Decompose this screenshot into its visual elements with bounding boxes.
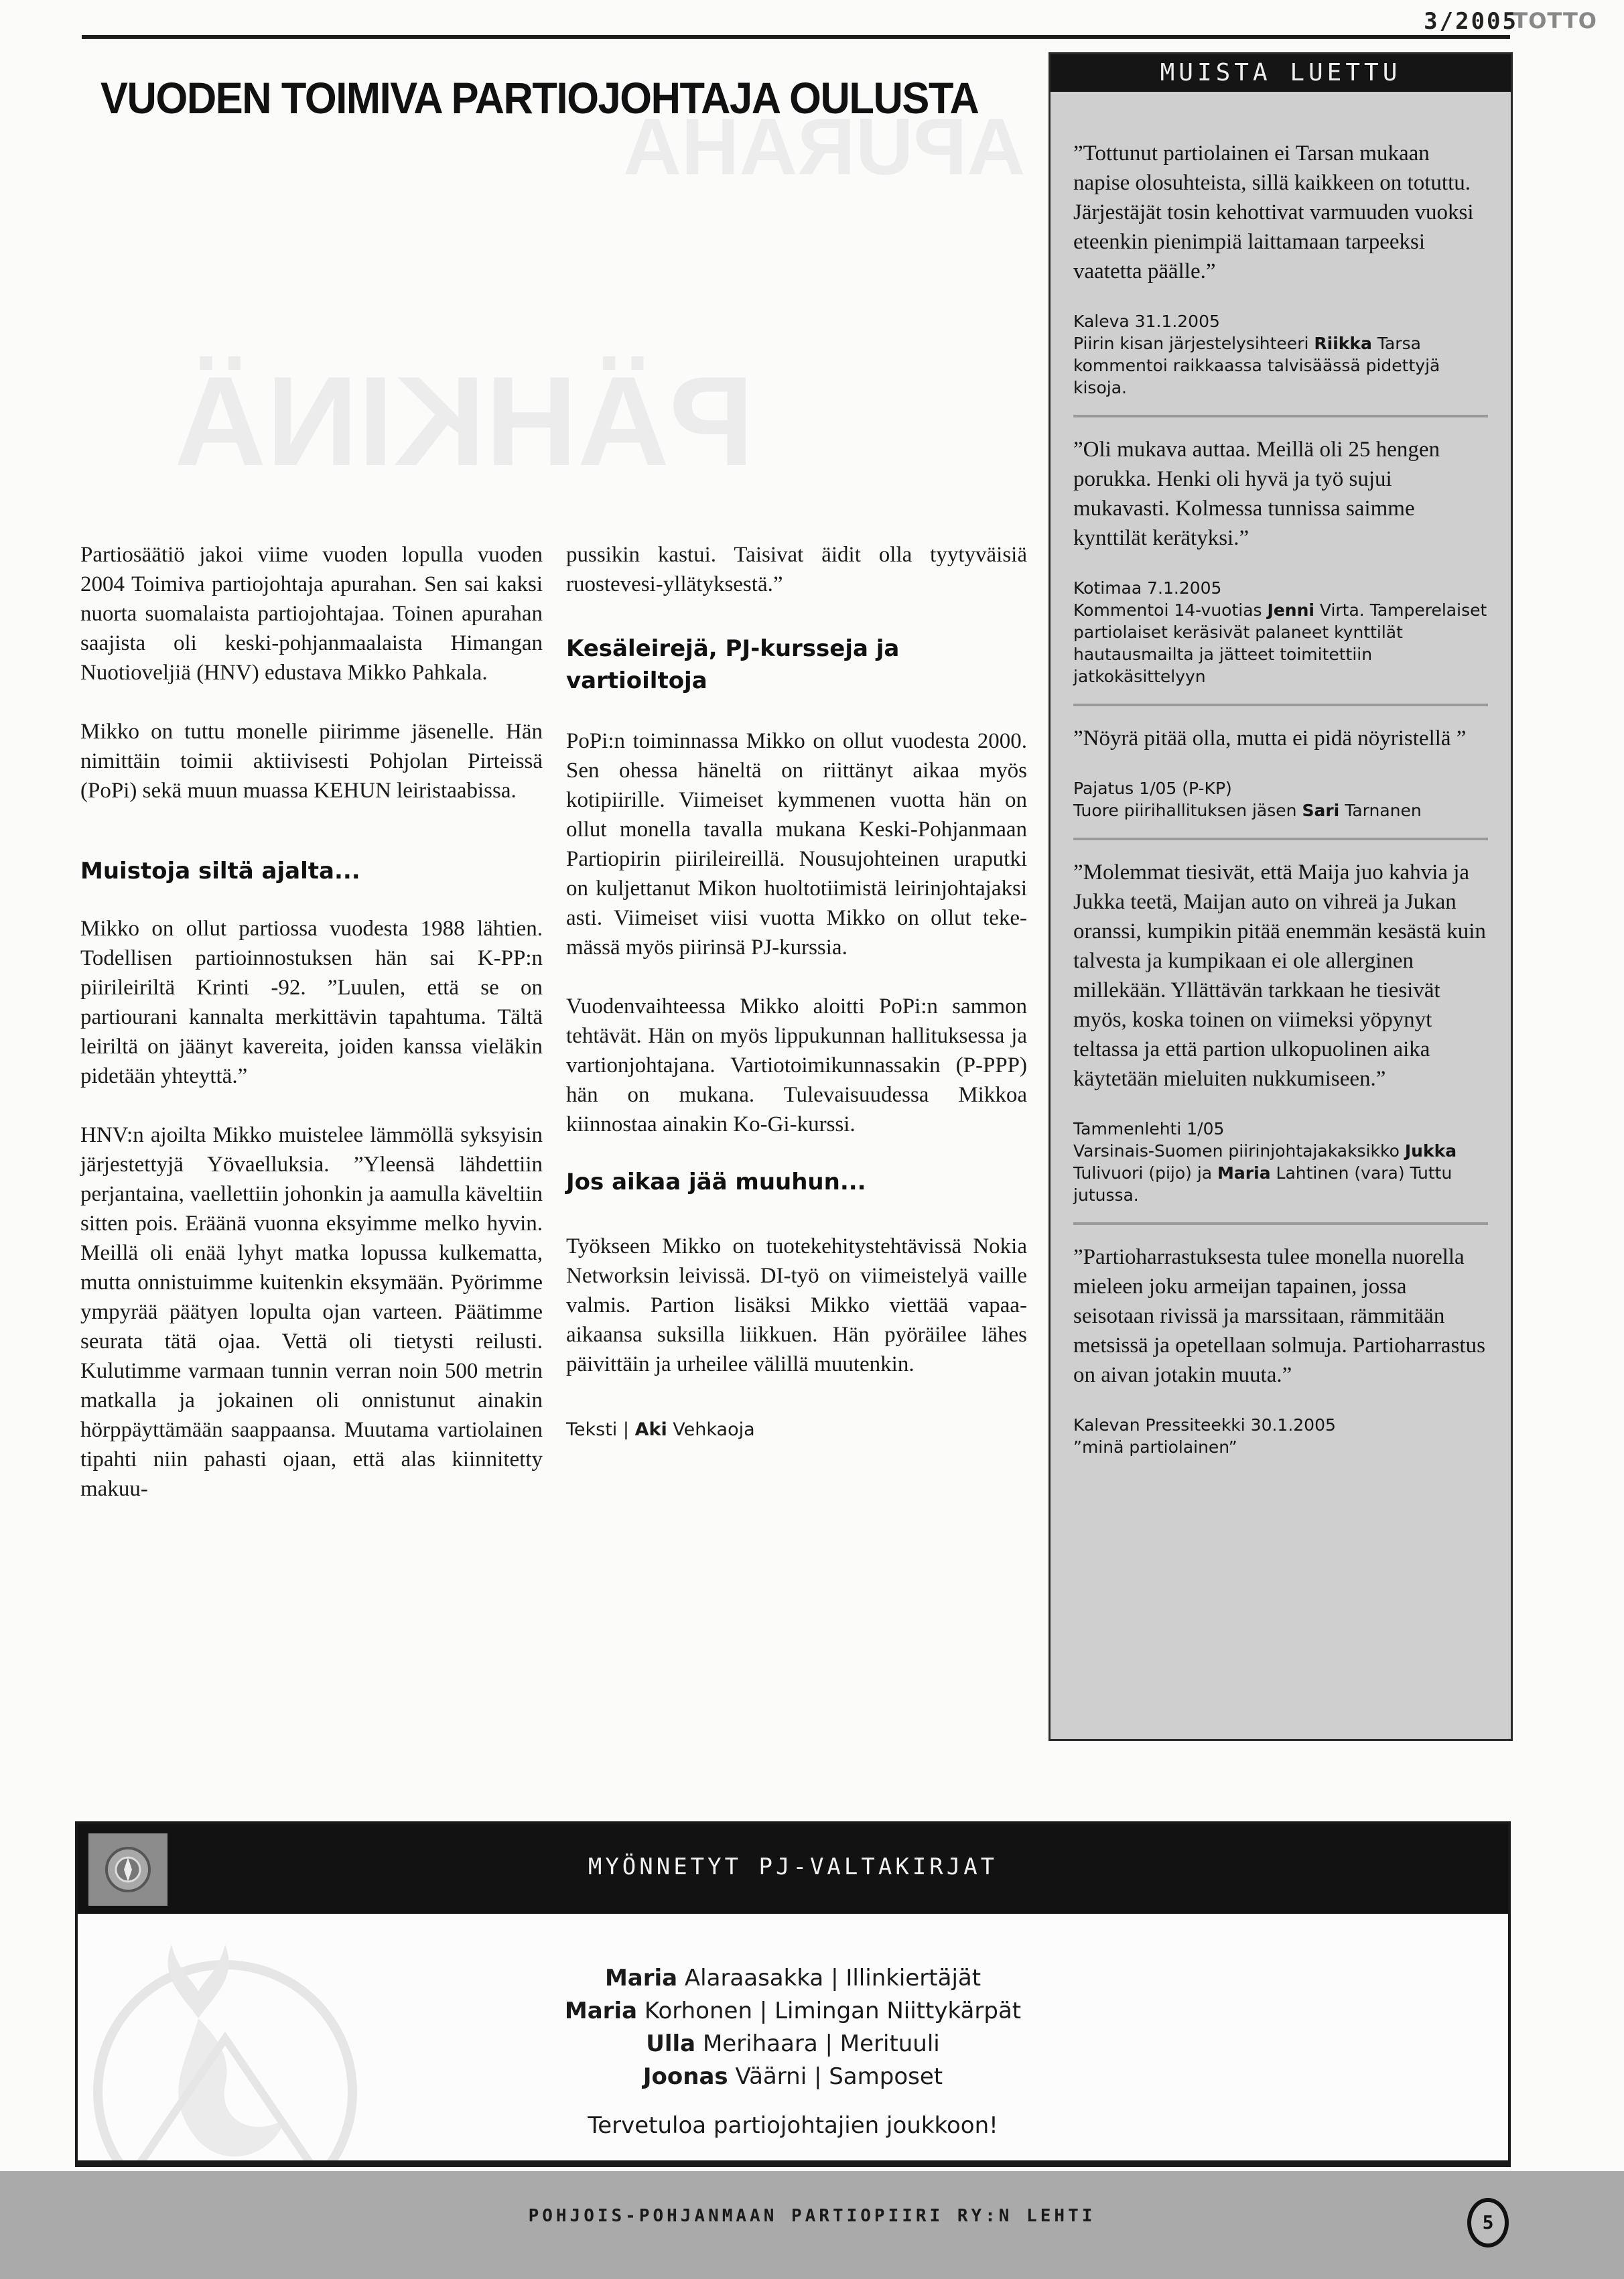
desc-name: Riikka <box>1314 334 1372 353</box>
page-number: 5 <box>1467 2198 1509 2248</box>
byline <box>566 1415 1027 1445</box>
quote-source: Kalevan Pressiteekki 30.1.2005 <box>1073 1415 1336 1435</box>
byline-author-first: Aki <box>634 1419 667 1440</box>
recipient-first-name: Joonas <box>642 2063 728 2090</box>
desc-text: Virta. Tamperelaiset partiolaiset keräsivät palaneet kynttilät hautausmailta ja jätteet toimitettiin jatkokäsittelyyn <box>1073 600 1487 686</box>
show-through-decoration: APURAHA <box>623 102 1025 192</box>
recipient <box>78 1995 1508 2028</box>
recipient <box>78 2061 1508 2093</box>
recipient-detail: Väärni | Samposet <box>735 2063 943 2090</box>
desc-text: Piirin kisan järjestelysihteeri <box>1073 334 1309 353</box>
recipient-first-name: Maria <box>564 1998 638 2024</box>
quote-source: Pajatus 1/05 (P-KP) <box>1073 779 1232 798</box>
paragraph: HNV:n ajoilta Mikko muistelee lämmöllä syksyisin järjestettyjä Yövaelluksia. ”Yleensä lähdettiin perjantaina, vaellettiin johonkin ja aamulla käveltiin sitten pois. Eräänä vuonna eksyimme melko hyvin. Meillä oli enää lyhyt matka lopussa kulkematta, mutta onnistuimme kuitenkin eksymään. Pyörimme ympyrää päätyen lopulta ojan varteen. Päätimme seurata tätä ojaa. Vettä oli tietysti reilusti. Kulutimme varmaan tunnin verran noin 500 metrin matkalla ja jokainen oli onnistunut ainakin hörppäyttämään saappaansa. Muutama vartiolainen tipahti niin pahasti ojaan, että alas kiinnitetty makuu- <box>80 1123 543 1501</box>
byline-label: Teksti | <box>566 1419 629 1440</box>
paragraph: Mikko on tuttu monelle piirimme jäsenelle. Hän nimittäin toimii aktiivisesti Pohjolan Pirteissä (PoPi) sekä muun muassa KEHUN leiristaabissa. <box>80 720 543 803</box>
desc-name: Jukka <box>1404 1141 1457 1161</box>
quote-description <box>1073 332 1488 399</box>
quote-text: ”Oli mukava auttaa. Meillä oli 25 hengen porukka. Henki oli hyvä ja työ sujui mukavasti. Kolmessa tunnissa saimme kynttilät kerätyksi.” <box>1073 438 1440 550</box>
issue-label: 3/2005 <box>1424 8 1518 35</box>
section-heading: Muistoja siltä ajalta... <box>80 858 360 885</box>
sidebar-entries <box>1073 139 1488 1474</box>
pj-box-header <box>78 1824 1508 1914</box>
paragraph: Vuodenvaihteessa Mikko aloitti PoPi:n sammon tehtävät. Hän on myös lippukunnan hallituksessa ja vartionjohtajana. Vartiotoimikunnassakin (P-PPP) hän on mukana. Tulevaisuudessa Mikkoa kiinnostaa ainakin Ko-Gi-kurssi. <box>566 994 1027 1136</box>
quote-entry <box>1073 1222 1488 1474</box>
recipient-detail: Korhonen | Limingan Niittykärpät <box>644 1998 1022 2024</box>
footer-publication-name: POHJOIS-POHJANMAAN PARTIOPIIRI RY:N LEHTI <box>528 2206 1096 2226</box>
quote-text: ”Nöyrä pitää olla, mutta ei pidä nöyristellä ” <box>1073 726 1467 751</box>
quote-description: ”minä partiolainen” <box>1073 1437 1237 1457</box>
desc-text: Tarnanen <box>1345 801 1422 820</box>
desc-name: Sari <box>1302 801 1340 820</box>
quote-text: ”Tottunut partiolainen ei Tarsan mukaan napise olosuhteista, sillä kaikkeen on totuttu. Järjestäjät tosin kehottivat varmuuden vuoksi eteenkin pienimpiä laittamaan tarpeeksi vaatetta päälle.” <box>1073 141 1474 283</box>
recipient-detail: Alaraasakka | Illinkiertäjät <box>684 1965 982 1992</box>
magazine-logo: TOTTO <box>1513 8 1597 34</box>
recipient-detail: Merihaara | Merituuli <box>702 2030 940 2057</box>
pj-box-title: MYÖNNETYT PJ-VALTAKIRJAT <box>588 1853 998 1880</box>
paragraph: pussikin kastui. Taisivat äidit olla tyytyväisiä ruostevesi-yllätyksestä.” <box>566 543 1027 596</box>
pj-valtakirjat-box <box>75 1821 1511 2167</box>
desc-name: Jenni <box>1267 600 1314 620</box>
recipient-list <box>78 1962 1508 2093</box>
byline-author-last: Vehkaoja <box>673 1419 755 1440</box>
recipient <box>78 2028 1508 2061</box>
desc-text: Kommentoi 14-vuotias <box>1073 600 1262 620</box>
desc-name: Maria <box>1217 1163 1271 1183</box>
paragraph: Partiosäätiö jakoi viime vuoden lopulla vuoden 2004 Toimiva partiojohtaja apurahan. Sen sai kaksi nuorta suomalaista partiojohtajaa. Toinen apurahan saajista oli keski-pohjanmaalaista Himangan Nuotioveljiä (HNV) edustava Mikko Pahkala. <box>80 543 543 685</box>
paragraph: Mikko on ollut partiossa vuodesta 1988 lähtien. Todellisen partioinnostuksen hän sai K-PP:n piirileiriltä Krinti -92. ”Luulen, että se on partiourani kannalta merkittävin tapahtuma. Tältä leiriltä on jäänyt kavereita, joiden kanssa vieläkin pidetään yhteyttä.” <box>80 917 543 1088</box>
desc-text: Tulivuori (pijo) ja <box>1073 1163 1213 1183</box>
section-heading: Kesäleirejä, PJ-kursseja ja vartioiltoja <box>566 635 900 694</box>
quote-description <box>1073 1140 1488 1206</box>
quote-source: Tammenlehti 1/05 <box>1073 1119 1225 1138</box>
quote-description <box>1073 599 1488 688</box>
footer-bar <box>0 2171 1624 2279</box>
quote-entry <box>1073 838 1488 1222</box>
desc-text: Lahtinen (vara) Tuttu jutussa. <box>1073 1163 1452 1205</box>
quote-entry <box>1073 704 1488 838</box>
show-through-decoration: PÄHKINÄ <box>174 350 754 493</box>
desc-text: Tarsa kommentoi raikkaassa talvisäässä pidettyjä kisoja. <box>1073 334 1440 397</box>
recipient-first-name: Maria <box>604 1965 678 1992</box>
recipient-first-name: Ulla <box>646 2030 696 2057</box>
sidebar-muista-luettu <box>1048 52 1513 1741</box>
quote-entry <box>1073 139 1488 415</box>
paragraph: PoPi:n toiminnassa Mikko on ollut vuodesta 2000. Sen ohessa häneltä on riittänyt aikaa myös kotipiirille. Viimeiset kymmenen vuotta hän on ollut monella tavalla mukana Keski-Pohjanmaan Partiopirin piirileireillä. Nousujohteinen uraputki on kuljettanut Mikon huoltotiimistä leirinjohtajaksi asti. Viimeiset viisi vuotta Mikko on ollut tekemässä myös piirinsä PJ-kurssia. <box>566 729 1027 960</box>
quote-entry <box>1073 415 1488 704</box>
quote-text: ”Molemmat tiesivät, että Maija juo kahvia ja Jukka teetä, Maijan auto on vihreä ja Jukan oranssi, kumpikin pitää enemmän kesästä kuin talvesta ja kumpikaan ei ole allerginen millekään. Yllättävän tarkkaan he tiesivät myös, koska toinen on viimeksi yöpynyt teltassa ja että partion ulkopuolinen aika käytetään mieluiten nukkumiseen.” <box>1073 860 1486 1091</box>
welcome-text: Tervetuloa partiojohtajien joukkoon! <box>588 2112 998 2139</box>
sidebar-title: MUISTA LUETTU <box>1051 54 1511 92</box>
desc-text: Varsinais-Suomen piirinjohtajakaksikko <box>1073 1141 1400 1161</box>
desc-text: Tuore piirihallituksen jäsen <box>1073 801 1297 820</box>
quote-description <box>1073 799 1488 822</box>
quote-source: Kotimaa 7.1.2005 <box>1073 578 1222 598</box>
section-heading: Jos aikaa jää muuhun... <box>566 1169 866 1195</box>
quote-text: ”Partioharrastuksesta tulee monella nuorella mieleen joku armeijan tapainen, jossa seisotaan rivissä ja marssitaan, rämmitään metsissä ja opetellaan solmuja. Partioharrastus on aivan jotakin muuta.” <box>1073 1245 1485 1387</box>
quote-source: Kaleva 31.1.2005 <box>1073 312 1220 331</box>
article-column-1 <box>80 540 543 1533</box>
header-rule <box>82 35 1510 39</box>
paragraph: Työkseen Mikko on tuotekehitystehtävissä Nokia Networksin leivissä. DI-työ on viimeistelyä vaille valmis. Partion lisäksi Mikko viettää vapaa-aikaansa suksilla liikkuen. Hän pyöräilee lähes päivittäin ja urheilee välillä muutenkin. <box>566 1234 1027 1376</box>
page-title: VUODEN TOIMIVA PARTIOJOHTAJA OULUSTA <box>100 73 979 123</box>
article-column-2 <box>566 540 1027 1445</box>
recipient <box>78 1962 1508 1995</box>
